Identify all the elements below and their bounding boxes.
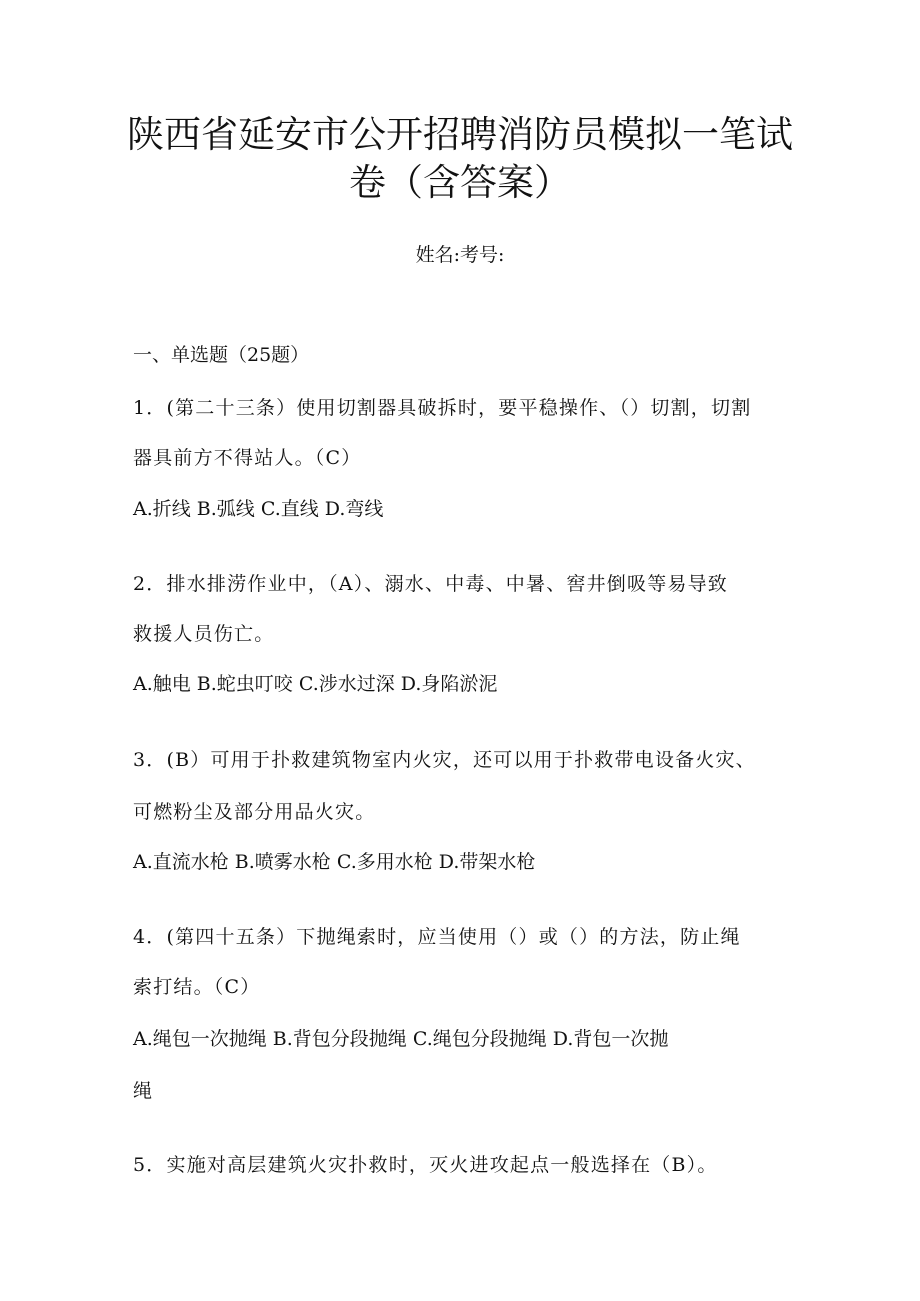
question-3-line-1: 3．(B）可用于扑救建筑物室内火灾，还可以用于扑救带电设备火灾、	[133, 749, 756, 771]
question-1-options: A.折线 B.弧线 C.直线 D.弯线	[133, 498, 384, 520]
question-1-line-1: 1．(第二十三条）使用切割器具破拆时，要平稳操作、（）切割，切割	[133, 397, 752, 419]
question-2-line-2: 救援人员伤亡。	[133, 623, 275, 645]
name-and-exam-number: 姓名:考号:	[415, 244, 505, 266]
question-4-line-2: 索打结。（C）	[133, 976, 261, 998]
question-5-line-1: 5．实施对高层建筑火灾扑救时，灭火进攻起点一般选择在（B）。	[133, 1154, 718, 1176]
question-2-line-1: 2．排水排涝作业中，（A）、溺水、中毒、中暑、窖井倒吸等易导致	[133, 573, 729, 595]
question-4-line-1: 4．(第四十五条）下抛绳索时，应当使用（）或（）的方法，防止绳	[133, 926, 741, 948]
question-2-options: A.触电 B.蛇虫叮咬 C.涉水过深 D.身陷淤泥	[133, 673, 498, 695]
question-3-options: A.直流水枪 B.喷雾水枪 C.多用水枪 D.带架水枪	[133, 851, 536, 873]
question-1-line-2: 器具前方不得站人。（C）	[133, 447, 362, 469]
question-4-options-line-1: A.绳包一次抛绳 B.背包分段抛绳 C.绳包分段抛绳 D.背包一次抛	[133, 1028, 669, 1050]
document-title-line-2: 卷（含答案）	[349, 161, 571, 204]
document-title-line-1: 陕西省延安市公开招聘消防员模拟一笔试	[127, 113, 793, 156]
question-3-line-2: 可燃粉尘及部分用品火灾。	[133, 801, 376, 823]
question-4-options-line-2: 绳	[133, 1080, 153, 1102]
section-heading: 一、单选题（25题）	[133, 344, 310, 366]
